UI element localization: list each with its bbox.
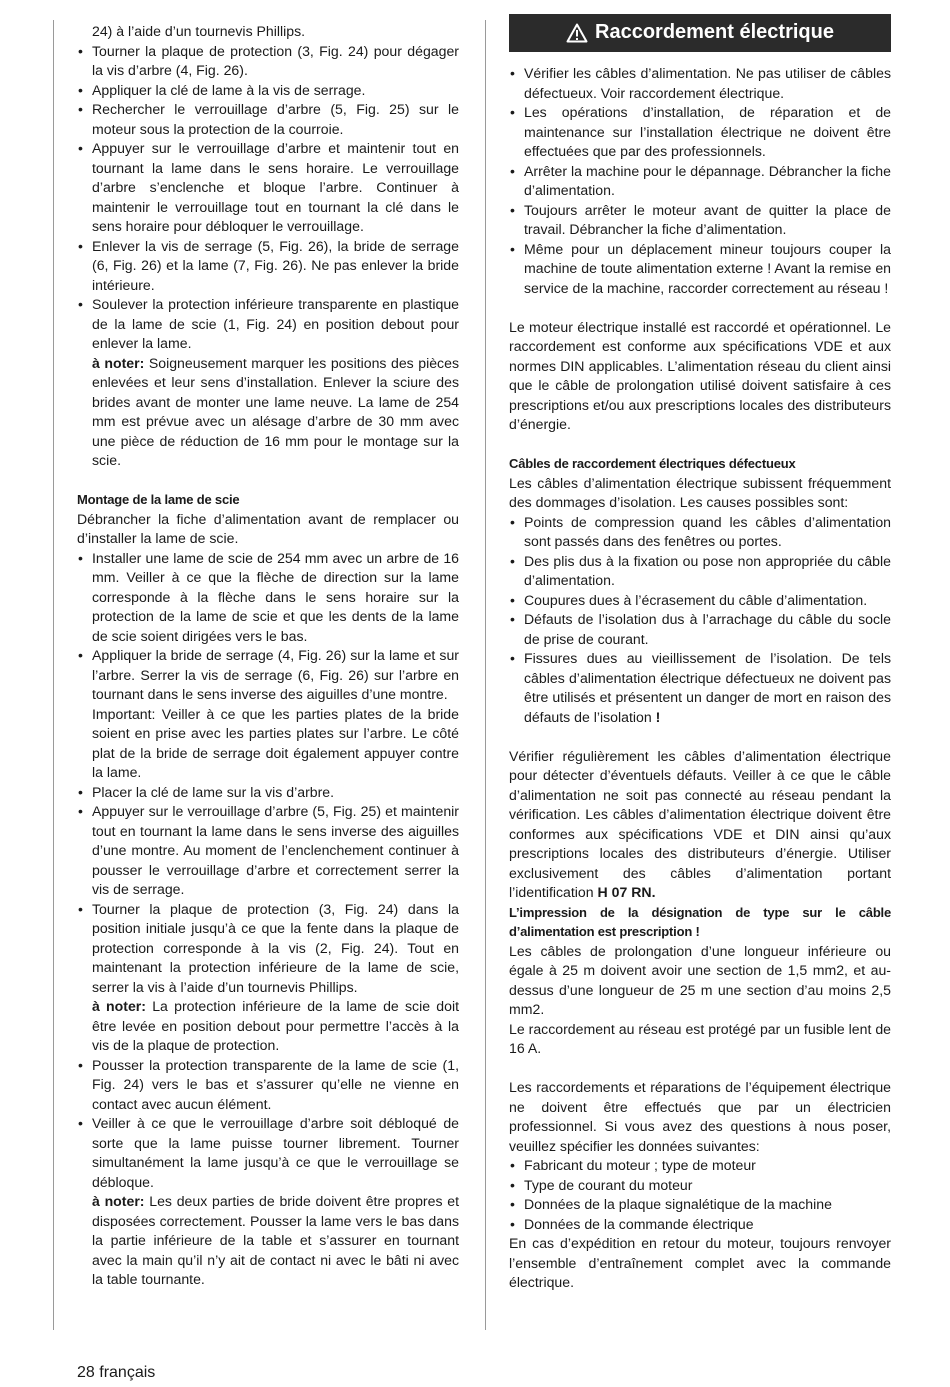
left-column [77,22,459,1290]
list-item-text: Appliquer la bride de serrage (4, Fig. 26) sur la lame et sur l’arbre. Serrer la vis de serrage (6, Fig. 26) sur l’arbre en tournant dans le sens inverse des aiguilles d’une montre. [92,647,459,702]
list-item: • Défauts de l’isolation dus à l’arrachage du câble du socle de prise de courant. [509,610,891,649]
center-column-rule [485,20,486,1330]
electrical-safety-list [509,64,891,298]
list-item: • Enlever la vis de serrage (5, Fig. 26), la bride de serrage (6, Fig. 26) et la lame (7, Fig. 26). Ne pas enlever la bride intérieure. [77,237,459,296]
note-text: La protection inférieure de la lame de scie doit être levée en position debout pour permettre l’accès à la vis de la plaque de protection. [92,998,459,1053]
list-item: • Appuyer sur le verrouillage d’arbre (5, Fig. 25) et maintenir tout en tournant la lame dans le sens inverse des aiguilles d’une montre. Au moment de l’enclenchement continuer à pousser le verrouillage d’arbre et correctement serrer la vis de serrage. [77,802,459,900]
list-item: • Vérifier les câbles d’alimentation. Ne pas utiliser de câbles défectueux. Voir raccordement électrique. [509,64,891,103]
paragraph [509,747,891,903]
paragraph: Les raccordements et réparations de l’équipement électrique ne doivent être effectués que par un électricien professionnel. Si vous avez des questions à nous poser, veuillez spécifier les données suivantes: [509,1079,891,1154]
paragraph: Les câbles de prolongation d’une longueur inférieure ou égale à 25 m doivent avoir une section de 1,5 mm2, et au-dessus d’une longueur de 25 m une section d’au moins 2,5 mm2. [509,942,891,1017]
warning-triangle-icon [566,23,588,43]
defect-causes-list [509,513,891,728]
list-item: • Données de la commande électrique [509,1215,891,1235]
list-item-text: Fissures dues au vieillissement de l’isolation. De tels câbles d’alimentation électrique défectueux ne doivent pas être utilisés et présentent un danger de mort en raison des défauts de l’isolation [524,650,891,725]
cable-type-code: H 07 RN. [597,884,656,900]
blade-removal-list [77,22,459,471]
list-item-text: Veiller à ce que le verrouillage d’arbre soit débloqué de sorte que la lame puisse tourner librement. Tourner simultanément la lame jusqu’à ce que le verrouillage se débloque. [92,1115,459,1190]
section-intro: Débrancher la fiche d’alimentation avant de remplacer ou d’installer la lame de scie. [77,510,459,546]
note-text: Soigneusement marquer les positions des pièces enlevées et leur sens d’installation. Enlever la sciure des brides avant de monter une lame neuve. La lame de 254 mm est prévue avec un alésage d’arbre de 30 mm avec une pièce de réduction de 16 mm pour le montage sur la scie. [92,354,459,468]
list-item-text: Tourner la plaque de protection (3, Fig. 24) dans la position initiale jusqu’à ce que la fente dans la plaque de protection corresponde à la vis (2, Fig. 24). Tout en maintenant la protection inférieure de la lame de scie, serrer la vis à l’aide d’un tournevis Phillips. [92,900,459,995]
important-note: Important: Veiller à ce que les parties plates de la bride soient en prise avec les parties plates sur l’arbre. Le côté plat de la bride de serrage doit également appuyer contre la lame. [92,705,459,780]
list-item [77,295,459,471]
list-item: • Placer la clé de lame sur la vis d’arbre. [77,783,459,803]
blade-mounting-list [77,549,459,1290]
paragraph: Le raccordement au réseau est protégé par un fusible lent de 16 A. [509,1020,891,1056]
paragraph: Le moteur électrique installé est raccordé et opérationnel. Le raccordement est conforme aux spécifications VDE et aux normes DIN applicables. L’alimentation réseau du client ainsi que le câble de prolongation utilisé doivent satisfaire à ces prescriptions et/ou aux prescriptions locales des distributeurs d’énergie. [509,318,891,432]
paragraph: En cas d’expédition en retour du moteur, toujours renvoyer l’ensemble d’entraînement complet avec la commande électrique. [509,1235,891,1290]
list-item: • Arrêter la machine pour le dépannage. Débrancher la fiche d’alimentation. [509,162,891,201]
list-item-emphasis: ! [655,708,661,725]
list-item: • Fabricant du moteur ; type de moteur [509,1156,891,1176]
list-item [77,900,459,1056]
left-column-rule [53,20,54,1330]
section-title-blade-mounting: Montage de la lame de scie [77,492,240,507]
right-column [509,14,891,1293]
list-item [509,649,891,727]
prescription-note: L’impression de la désignation de type sur le câble d’alimentation est prescription ! [509,904,891,939]
list-item [77,1114,459,1290]
note-label: à noter: [92,1193,145,1209]
note-text: Les deux parties de bride doivent être propres et disposées correctement. Pousser la lame vers le bas dans la partie inférieure de la table et s’assurer en tournant avec la main qu’il n’y ait de contact ni avec le bâti ni avec la table tournante. [92,1193,460,1287]
list-item: • Rechercher le verrouillage d’arbre (5, Fig. 25) sur le moteur sous la protection de la courroie. [77,100,459,139]
list-item: • Installer une lame de scie de 254 mm avec un arbre de 16 mm. Veiller à ce que la flèche de direction sur la lame corresponde à la flèche dans le sens horaire sur la protection de la lame de scie et que les dents de la lame de scie soient dirigées vers le bas. [77,549,459,647]
list-item: • Appliquer la clé de lame à la vis de serrage. [77,81,459,101]
list-item: • Toujours arrêter le moteur avant de quitter la place de travail. Débrancher la fiche d’alimentation. [509,201,891,240]
list-item: • Les opérations d’installation, de réparation et de maintenance sur l’installation électrique ne doivent être effectuées que par des professionnels. [509,103,891,162]
list-item: • Tourner la plaque de protection (3, Fig. 24) pour dégager la vis d’arbre (4, Fig. 26). [77,42,459,81]
section-title-defective-cables: Câbles de raccordement électriques défectueux [509,456,796,471]
list-item: • Données de la plaque signalétique de la machine [509,1195,891,1215]
list-item [77,646,459,783]
list-item: • Points de compression quand les câbles d’alimentation sont passés dans des fenêtres ou portes. [509,513,891,552]
page-footer: 28 français [77,1364,156,1381]
required-data-list [509,1156,891,1234]
list-item: • Des plis dus à la fixation ou pose non appropriée du câble d’alimentation. [509,552,891,591]
note-label: à noter: [92,998,146,1014]
banner-title: Raccordement électrique [595,21,834,44]
list-item: • Appuyer sur le verrouillage d’arbre et maintenir tout en tournant la lame dans le sens horaire. Le verrouillage d’arbre s’enclenche et bloque l’arbre. Continuer à maintenir le verrouillage tout en tournant la clé dans le sens horaire pour débloquer le verrouillage. [77,139,459,237]
list-item: • Type de courant du moteur [509,1176,891,1196]
section-banner [509,14,891,52]
list-item: • Même pour un déplacement mineur toujours couper la machine de toute alimentation externe ! Avant la remise en service de la machine, raccorder correctement au réseau ! [509,240,891,299]
paragraph-text: Vérifier régulièrement les câbles d’alimentation électrique pour détecter d’éventuels défauts. Veiller à ce que le câble d’alimentation ne soit pas connecté au réseau pendant la vérification. Les câbles d’alimentation électrique doivent être conformes aux spécifications VDE et DIN ainsi qu’aux prescriptions locales des distributeurs d’énergie. Utiliser exclusivement des câbles d’alimentation portant l’identification [509,747,891,900]
note-label: à noter: [92,354,145,371]
list-item-text: Soulever la protection inférieure transparente en plastique de la lame de scie (1, Fig. 24) en position debout pour enlever la lame. [92,296,459,351]
list-item: • Pousser la protection transparente de la lame de scie (1, Fig. 24) vers le bas et s’assurer qu’elle ne vienne en contact avec aucun élément. [77,1056,459,1115]
list-item: • Coupures dues à l’écrasement du câble d’alimentation. [509,591,891,611]
section-intro: Les câbles d’alimentation électrique subissent fréquemment des dommages d’isolation. Les causes possibles sont: [509,474,891,510]
list-item: 24) à l’aide d’un tournevis Phillips. [92,23,306,39]
